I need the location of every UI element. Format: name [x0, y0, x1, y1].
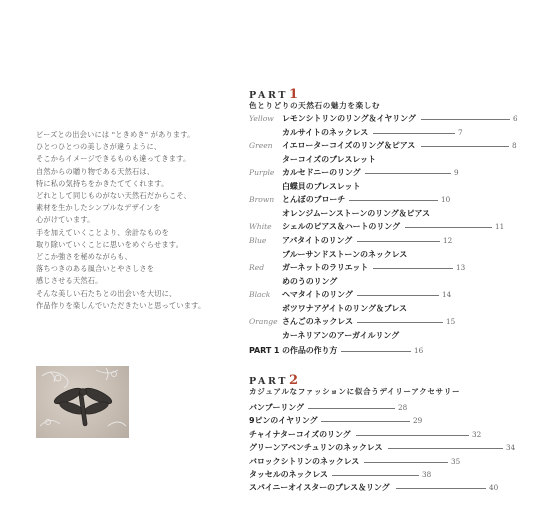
color-category: Yellow [249, 114, 274, 123]
entry-title: チャイナターコイズのリング [249, 429, 351, 439]
entry-title: とんぼのブローチ [282, 195, 346, 205]
toc-entry [249, 470, 524, 480]
intro-line: ビーズとの出会いには "ときめき" があります。 [36, 130, 195, 139]
part2-subtitle: カジュアルなファッションに似合うデイリーアクセサリー [249, 387, 461, 396]
page-number: 28 [398, 403, 408, 412]
leader-line [357, 295, 439, 296]
intro-line: どれとして同じものがない天然石だからこそ、 [36, 191, 191, 201]
leader-line [388, 448, 503, 449]
leader-line [365, 173, 451, 174]
leader-line [321, 421, 410, 422]
entry-title: カルセドニーのリング [282, 168, 361, 178]
entry-title: バロックシトリンのネックレス [249, 456, 360, 466]
color-category: Orange [249, 317, 278, 327]
color-category: Blue [249, 235, 267, 245]
page-number: 11 [495, 222, 505, 232]
dragonfly-brooch-photo [36, 366, 129, 438]
entry-title: スパイニーオイスターのブレス＆リング [249, 483, 390, 493]
entry-title: ガーネットのラリエット [282, 263, 369, 273]
page-number: 14 [442, 290, 452, 300]
page-number: 8 [512, 141, 517, 151]
page-number: 16 [414, 346, 424, 355]
leader-line [396, 488, 486, 489]
leader-line [421, 146, 509, 147]
leader-line [349, 200, 438, 201]
entry-title: PART 1 の作品の作り方 [249, 346, 338, 355]
page-number: 9 [454, 168, 459, 178]
page-number: 7 [458, 127, 463, 137]
intro-line: 素材を生かしたシンプルなデザインを [36, 203, 161, 213]
intro-line: 作品作りを楽しんでいただきたいと思っています。 [36, 300, 206, 310]
part-label: PART [249, 90, 289, 101]
leader-line [364, 462, 448, 463]
entry-title: 白蝶貝のブレスレット [282, 181, 361, 191]
toc-entry [249, 141, 524, 151]
toc-entry [249, 182, 524, 192]
entry-title: 9ピンのイヤリング [249, 416, 318, 426]
leader-line [357, 322, 443, 323]
toc-entry [249, 236, 524, 246]
part1-subtitle: 色とりどりの天然石の魅力を楽しむ [249, 101, 381, 110]
toc-entry [249, 277, 524, 287]
entry-title: グリーンアベンチュリンのネックレス [249, 443, 383, 453]
leader-line [308, 408, 395, 409]
page-number: 34 [506, 443, 516, 453]
page-number: 13 [456, 263, 466, 273]
entry-title: バンブーリング [249, 403, 304, 412]
toc-entry [249, 304, 524, 314]
dragonfly-icon [36, 366, 129, 438]
toc-entry [249, 114, 524, 124]
intro-line: そこからイメージできるものも違ってきます。 [36, 154, 191, 164]
page-number: 38 [422, 470, 432, 479]
leader-line [421, 119, 510, 120]
toc-entry [249, 443, 524, 453]
toc-entry [249, 168, 524, 178]
toc-entry [249, 263, 524, 273]
page-number: 15 [446, 317, 456, 327]
entry-title: シェルのピアス＆ハートのリング [282, 222, 400, 232]
intro-line: 感じさせる天然石。 [36, 276, 103, 286]
part-label: PART [249, 376, 289, 387]
leader-line [332, 475, 419, 476]
page-number: 29 [413, 416, 423, 426]
toc-entry [249, 290, 524, 300]
color-category: Purple [249, 168, 275, 178]
color-category: Red [249, 263, 265, 273]
toc-entry [249, 195, 524, 205]
leader-line [356, 435, 469, 436]
intro-text [36, 129, 236, 312]
toc-entry [249, 222, 524, 232]
leader-line [373, 268, 453, 269]
page-number: 6 [513, 114, 518, 123]
leader-line [405, 227, 492, 228]
toc-entry [249, 331, 524, 341]
intro-line: 落ちつきのある風合いとやさしさを [36, 264, 155, 274]
toc-entry [249, 457, 524, 467]
entry-title: タッセルのネックレス [249, 470, 328, 479]
color-category: Black [249, 290, 271, 300]
toc-entry [249, 250, 524, 260]
intro-line: そんな美しい石たちとの出会いを大切に、 [36, 288, 177, 298]
entry-title: めのうのリング [282, 276, 338, 286]
entry-title: ターコイズのブレスレット [282, 154, 376, 164]
entry-title: ヘマタイトのリング [282, 290, 353, 300]
leader-line [373, 133, 455, 134]
page-number: 12 [443, 235, 453, 245]
toc-entry [249, 403, 524, 413]
color-category: Brown [249, 195, 275, 205]
intro-line: 取り除いていくことに思いをめぐらせます。 [36, 239, 183, 249]
entry-title: ボツワナアゲイトのリング＆ブレス [282, 303, 407, 313]
toc-entry [249, 155, 524, 165]
leader-line [341, 351, 411, 352]
toc-entry [249, 416, 524, 426]
toc-entry [249, 209, 524, 219]
toc-entry [249, 430, 524, 440]
part-number: 1 [289, 87, 299, 102]
intro-line: 手を加えていくことより、余計なものを [36, 227, 169, 237]
entry-title: イエローターコイズのリング＆ピアス [282, 141, 416, 151]
entry-title: さんごのネックレス [282, 317, 353, 327]
color-category: White [249, 222, 272, 232]
entry-title: カルサイトのネックレス [282, 127, 369, 137]
intro-line: どこか強さを秘めながらも、 [36, 252, 133, 262]
intro-line: ひとつひとつの美しさが違うように、 [36, 142, 162, 152]
toc-entry [249, 483, 524, 493]
intro-line: 特に私の気持ちをかきたててくれます。 [36, 178, 169, 188]
entry-title: ブルーサンドストーンのネックレス [282, 249, 408, 259]
entry-title: アパタイトのリング [282, 235, 353, 245]
page-number: 40 [489, 483, 499, 493]
intro-line: 自然からの贈り物である天然石は、 [36, 166, 155, 176]
entry-title: カーネリアンのアーガイルリング [282, 330, 399, 340]
page-number: 35 [451, 456, 461, 466]
page-number: 32 [472, 429, 482, 439]
toc-entry [249, 128, 524, 138]
color-category: Green [249, 141, 273, 151]
part-number: 2 [289, 373, 299, 388]
intro-line: 心がけています。 [36, 215, 95, 225]
toc-entry [249, 317, 524, 327]
entry-title: オレンジムーンストーンのリング＆ピアス [282, 208, 430, 218]
entry-title: レモンシトリンのリング＆イヤリング [282, 114, 416, 123]
toc-entry [249, 346, 524, 356]
page-number: 10 [441, 195, 451, 205]
leader-line [357, 241, 440, 242]
